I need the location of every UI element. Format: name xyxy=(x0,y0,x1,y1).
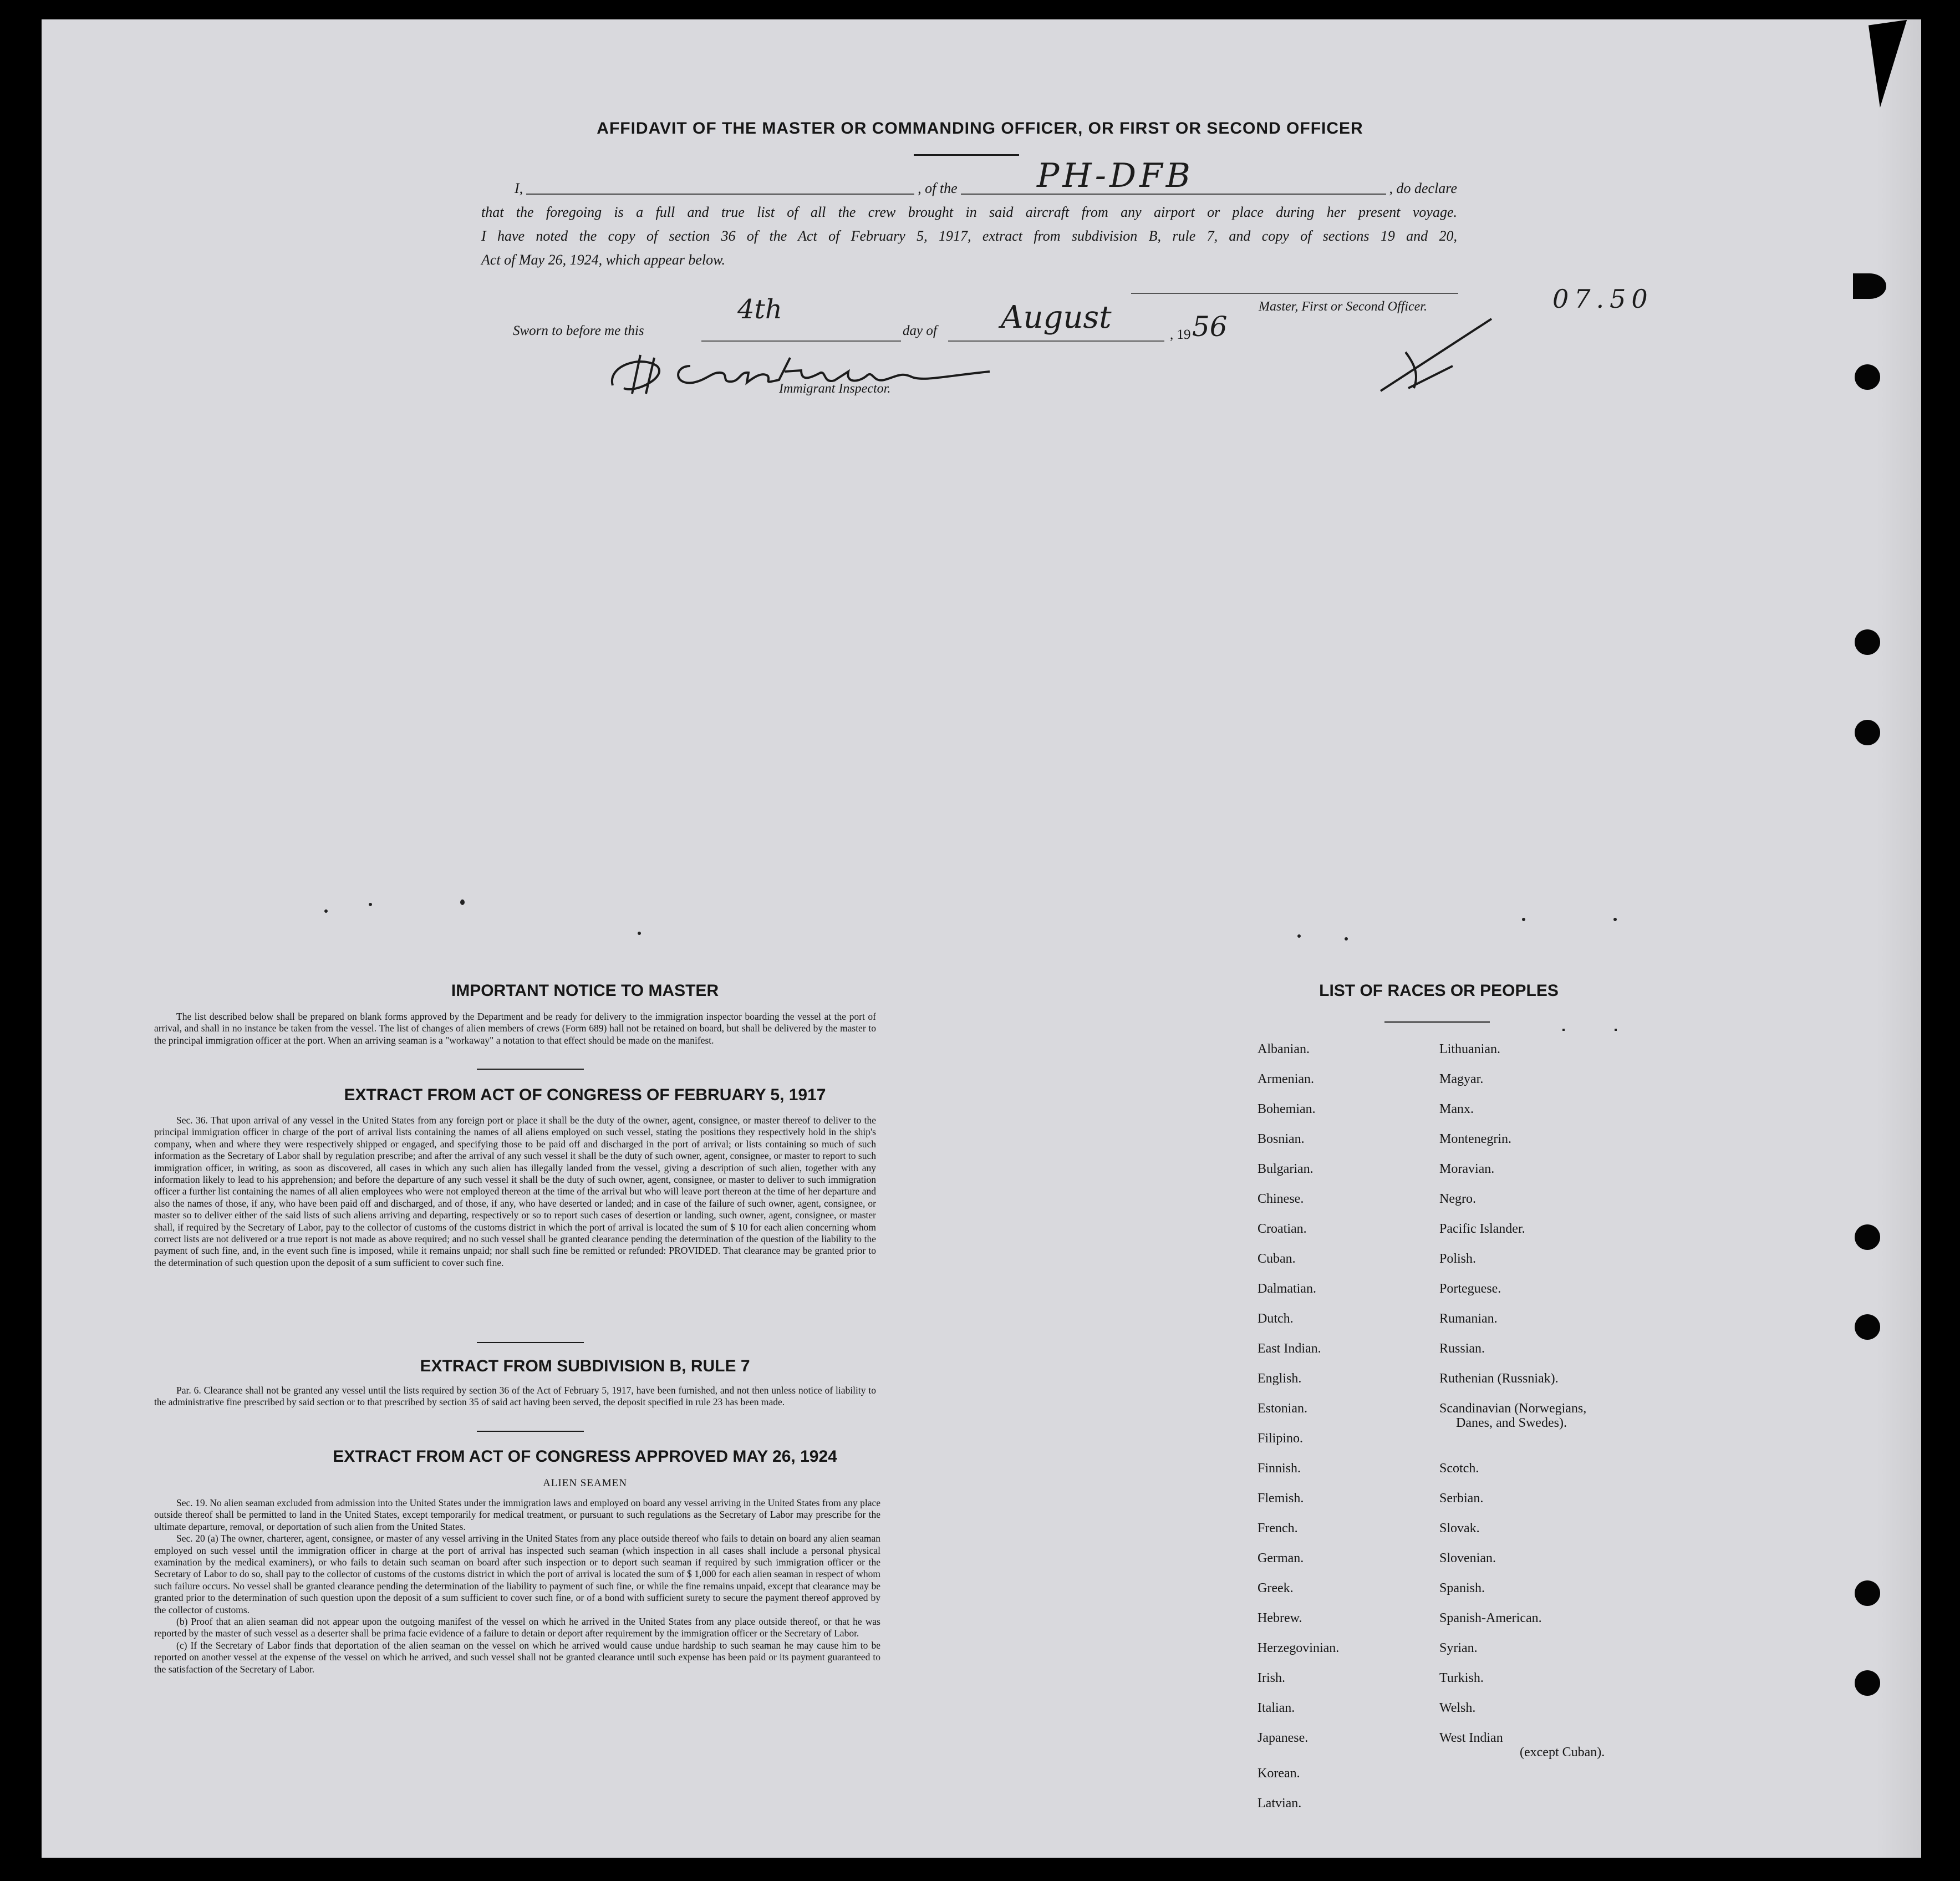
day-handwritten: 4th xyxy=(737,294,782,325)
section-rule xyxy=(477,1069,584,1070)
subdivision-b-body xyxy=(154,1385,876,1409)
race-item: Spanish. xyxy=(1439,1581,1485,1595)
race-item-line: Scandinavian (Norwegians, xyxy=(1439,1401,1587,1416)
punch-hole xyxy=(1855,364,1880,390)
race-item: Filipino. xyxy=(1258,1431,1304,1446)
race-item: Pacific Islander. xyxy=(1439,1222,1525,1236)
race-item: Japanese. xyxy=(1258,1731,1309,1745)
race-item: Slovenian. xyxy=(1439,1551,1496,1565)
section-rule xyxy=(477,1342,584,1343)
race-item: Polish. xyxy=(1439,1252,1477,1266)
decl-i: I, xyxy=(515,180,523,196)
races-right-column xyxy=(1439,1034,1605,1775)
race-item-line: West Indian xyxy=(1439,1731,1503,1745)
race-item: Spanish-American. xyxy=(1439,1611,1542,1625)
month-handwritten: August xyxy=(1001,299,1112,335)
race-item: Welsh. xyxy=(1439,1701,1476,1715)
punch-hole xyxy=(1855,1314,1880,1340)
race-item: Negro. xyxy=(1439,1192,1476,1206)
title-rule xyxy=(914,154,1019,156)
race-item: Bohemian. xyxy=(1258,1102,1316,1116)
race-item: Russian. xyxy=(1439,1341,1485,1356)
extract-1924-body xyxy=(154,1497,880,1675)
race-item: Cuban. xyxy=(1258,1252,1296,1266)
race-item: Irish. xyxy=(1258,1671,1285,1685)
race-item: Latvian. xyxy=(1258,1796,1302,1811)
race-item: Scotch. xyxy=(1439,1461,1479,1476)
race-item: Slovak. xyxy=(1439,1521,1480,1536)
subdivision-b-title: EXTRACT FROM SUBDIVISION B, RULE 7 xyxy=(420,1357,750,1375)
race-item: Croatian. xyxy=(1258,1222,1307,1236)
race-item: Korean. xyxy=(1258,1766,1300,1781)
race-item: Moravian. xyxy=(1439,1162,1495,1176)
extract-1917-title: EXTRACT FROM ACT OF CONGRESS OF FEBRUARY 5, 1917 xyxy=(344,1086,826,1104)
race-item: English. xyxy=(1258,1371,1302,1386)
race-item: Armenian. xyxy=(1258,1072,1314,1086)
punch-hole xyxy=(1855,1670,1880,1696)
affidavit-title: AFFIDAVIT OF THE MASTER OR COMMANDING OFFICER, OR FIRST OR SECOND OFFICER xyxy=(597,119,1363,138)
extract-1917-body xyxy=(154,1115,876,1269)
time-handwritten: 07.50 xyxy=(1552,284,1653,314)
sec-20c-paragraph: (c) If the Secretary of Labor finds that deportation of the alien seaman on the vessel on which he arrived would cause undue hardship to such seaman he may cause him to be reported on another vessel at the expense of the vessel on which he arrived, and such vessel shall not be granted clearance until such expense has been paid or its payment guaranteed to the satisfaction of the Secretary of Labor. xyxy=(154,1639,880,1675)
race-item: Bosnian. xyxy=(1258,1132,1305,1146)
race-item: Turkish. xyxy=(1439,1671,1484,1685)
race-item: Chinese. xyxy=(1258,1192,1304,1206)
punch-hole xyxy=(1855,1580,1880,1606)
race-item: Montenegrin. xyxy=(1439,1132,1511,1146)
race-item: Finnish. xyxy=(1258,1461,1301,1476)
race-item: Porteguese. xyxy=(1439,1282,1501,1296)
master-label: Master, First or Second Officer. xyxy=(1259,299,1427,314)
section-rule xyxy=(477,1431,584,1432)
race-item-line: (except Cuban). xyxy=(1520,1745,1605,1760)
extract-1924-title: EXTRACT FROM ACT OF CONGRESS APPROVED MAY 26, 1924 xyxy=(333,1447,837,1466)
race-item: Serbian. xyxy=(1439,1491,1484,1506)
races-title: LIST OF RACES OR PEOPLES xyxy=(1319,982,1559,1000)
race-item: Bulgarian. xyxy=(1258,1162,1314,1176)
races-left-column xyxy=(1258,1034,1339,1818)
notice-paragraph: The list described below shall be prepared on blank forms approved by the Department and be ready for delivery to the immigration inspector boarding the vessel at the port of arrival, and shall in no instance be taken from the vessel. The list of changes of alien members of crews (Form 689) hall not be retained on board, but shall be delivered by the master to the principal immigration officer at the port. When an arriving seaman is a "workaway" a notation to that effect should be made on the manifest. xyxy=(154,1011,876,1046)
punch-hole xyxy=(1855,629,1880,655)
decl-line-3: I have noted the copy of section 36 of the Act of February 5, 1917, extract from subdivision B, rule 7, and copy of sections 19 and 20, xyxy=(481,228,1457,244)
race-item-line: Danes, and Swedes). xyxy=(1456,1416,1567,1430)
race-item: Italian. xyxy=(1258,1701,1295,1715)
sec-36-paragraph: Sec. 36. That upon arrival of any vessel in the United States from any foreign port or place it shall be the duty of the owner, agent, consignee, or master thereof to deliver to the principal immigration officer in charge of the port of arrival lists containing the names of all aliens employed on such vessel, stating the positions they respectively hold in the ship's company, when and where they were respectively shipped or engaged, and specifying those to be paid off and discharged in the port of arrival; or lists containing so much of such information as the Secretary of Labor shall by regulation prescribe; and after the arrival of any such vessel it shall be the duty of such owner, agent, consignee, or master to report to such immigration officer, in writing, as soon as discovered, all cases in which any such alien has illegally landed from the vessel, giving a description of such alien, together with any information likely to lead to his apprehension; and before the departure of any such vessel it shall be the duty of such owner, agent, consignee, or master to deliver to such immigration officer a further list containing the names of all alien employees who were not employed thereon at the time of the arrival but who will leave port thereon at the time of her departure and also the names of those, if any, who have been paid off and discharged, and of those, if any, who have deserted or landed; and in case of the failure of such owner, agent, consignee, or master so to deliver either of the said lists of such aliens arriving and departing, respectively or so to report such cases of desertion or landing, such owner, agent, consignee, or master shall, if required by the Secretary of Labor, pay to the collector of customs of the customs district in which the port of arrival is located the sum of $ 10 for each alien concerning whom correct lists are not delivered or a true report is not made as above required; and no such vessel shall be granted clearance pending the determination of the question of the liability to the payment of such fine, and, in the event such fine is imposed, while it remains unpaid; nor shall such fine be remitted or refunded: PROVIDED. That clearance may be granted prior to the determination of such question upon the deposit of a sum sufficient to cover such fine. xyxy=(154,1115,876,1268)
punch-hole xyxy=(1853,273,1886,299)
declaration-text xyxy=(481,176,1457,272)
master-name-field[interactable] xyxy=(526,176,914,195)
race-item: French. xyxy=(1258,1521,1298,1536)
notice-title: IMPORTANT NOTICE TO MASTER xyxy=(451,982,719,1000)
par-6-paragraph: Par. 6. Clearance shall not be granted any vessel until the lists required by section 36 of the Act of February 5, 1917, have been furnished, and not then unless notice of liability to the administrative fine prescribed by said section or to that prescribed by section 35 of said act having been served, the deposit specified in rule 23 has been made. xyxy=(154,1385,876,1408)
punch-hole xyxy=(1855,1224,1880,1250)
day-of-label: day of xyxy=(903,323,937,338)
alien-seamen-subtitle: ALIEN SEAMEN xyxy=(543,1477,627,1489)
master-signature-line xyxy=(1131,293,1458,294)
decl-line-4: Act of May 26, 1924, which appear below. xyxy=(481,252,726,268)
race-item: Ruthenian (Russniak). xyxy=(1439,1371,1559,1386)
decl-of-the: , of the xyxy=(918,180,958,196)
races-rule xyxy=(1384,1021,1490,1023)
race-item-scandinavian xyxy=(1439,1394,1605,1453)
decl-do-declare: , do declare xyxy=(1389,180,1457,196)
race-item: Greek. xyxy=(1258,1581,1294,1595)
year-handwritten: 56 xyxy=(1192,311,1228,343)
race-item-west-indian xyxy=(1439,1723,1605,1775)
race-item: East Indian. xyxy=(1258,1341,1321,1356)
race-item: Magyar. xyxy=(1439,1072,1484,1086)
punch-hole xyxy=(1855,720,1880,745)
year-prefix: , 19 xyxy=(1170,327,1191,342)
race-item: Flemish. xyxy=(1258,1491,1304,1506)
race-item: Rumanian. xyxy=(1439,1311,1498,1326)
sec-20a-paragraph: Sec. 20 (a) The owner, charterer, agent, consignee, or master of any vessel arriving in the United States from any place outside thereof who fails to detain on board any alien seaman employed on such vessel until the immigration officer in charge at the port of arrival has inspected such seaman (which inspection in all cases shall include a personal physical examination by the medical examiners), or who fails to detain such seaman on board after such inspection or to deport such seaman if required by such immigration officer or the Secretary of Labor to do so, shall pay to the collector of customs of the customs district in which the port of arrival is located the sum of $ 1,000 for each alien seaman in respect of whom such failure occurs. No vessel shall be granted clearance pending the determination of the liability to payment of such fine, or while the fine remains unpaid, except that clearance may be granted prior to the determination of such question upon the deposit of a sum sufficient to cover such fine, or of a bond with sufficient surety to secure the payment thereof approved by the collector of customs. xyxy=(154,1533,880,1615)
race-item: Dalmatian. xyxy=(1258,1282,1316,1296)
sec-20b-paragraph: (b) Proof that an alien seaman did not appear upon the outgoing manifest of the vessel on which he arrived in the United States from any place outside thereof, or that he was reported by the master of such vessel as a deserter shall be prima facie evidence of a failure to detain or deport after requirement by the immigration officer or the Secretary of Labor. xyxy=(154,1616,880,1639)
notice-body xyxy=(154,1011,876,1046)
master-signature-mark xyxy=(1375,313,1497,402)
decl-line-2: that the foregoing is a full and true list of all the crew brought in said aircraft from any airport or place during her present voyage. xyxy=(481,204,1457,220)
race-item: Herzegovinian. xyxy=(1258,1641,1340,1655)
race-item: Syrian. xyxy=(1439,1641,1478,1655)
race-item: Dutch. xyxy=(1258,1311,1294,1326)
race-item: German. xyxy=(1258,1551,1304,1565)
race-item: Manx. xyxy=(1439,1102,1474,1116)
inspector-label: Immigrant Inspector. xyxy=(779,382,891,396)
aircraft-registration-handwritten: PH-DFB xyxy=(1037,156,1194,195)
race-item: Estonian. xyxy=(1258,1401,1307,1416)
sworn-label: Sworn to before me this xyxy=(513,323,644,338)
race-item: Hebrew. xyxy=(1258,1611,1302,1625)
race-item: Albanian. xyxy=(1258,1042,1310,1056)
race-item: Lithuanian. xyxy=(1439,1042,1500,1056)
sec-19-paragraph: Sec. 19. No alien seaman excluded from admission into the United States under the immigration laws and employed on board any vessel arriving in the United States from any place outside thereof shall be permitted to land in the United States, except temporarily for medical treatment, or pursuant to such regulations as the Secretary of Labor may prescribe for the ultimate departure, removal, or deportation of such alien from the United States. xyxy=(154,1497,880,1532)
